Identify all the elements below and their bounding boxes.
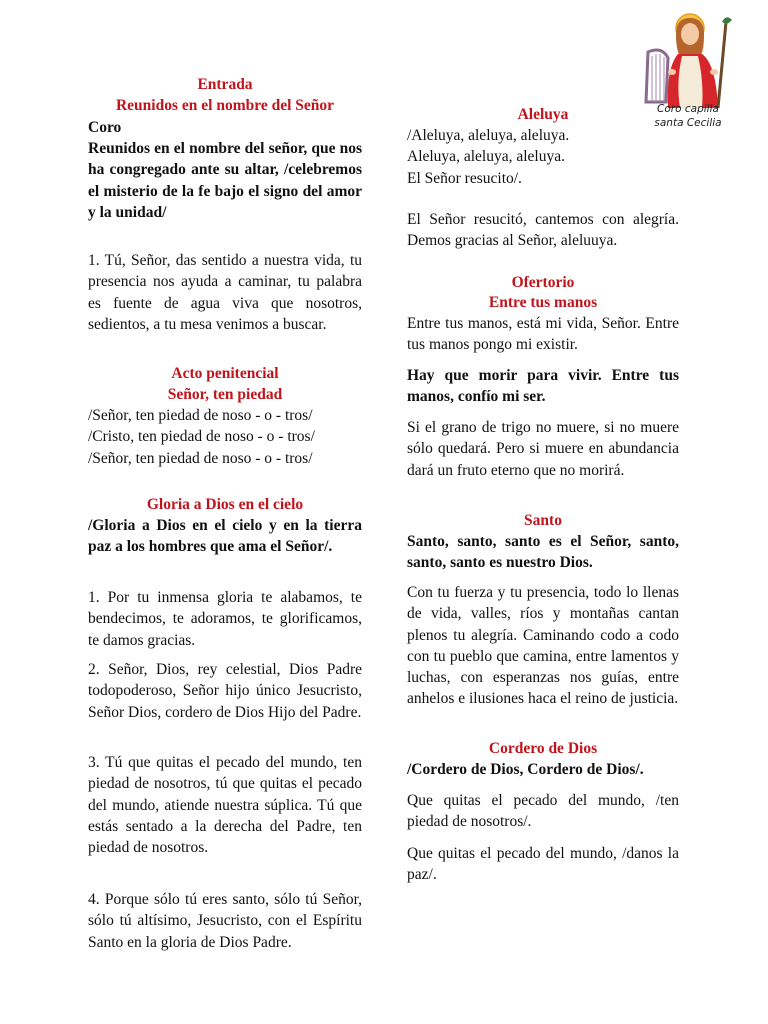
ofertorio-verse: Si el grano de trigo no muere, si no muere sólo quedará. Pero si muere en abundancia dará un fruto eterno que no morirá.	[407, 419, 679, 479]
aleluya-line: /Aleluya, aleluya, aleluya.	[407, 127, 570, 144]
gloria-title: Gloria a Dios en el cielo	[146, 496, 304, 513]
santo-title: Santo	[524, 512, 562, 529]
cordero-verse-2: Que quitas el pecado del mundo, /danos la paz/.	[407, 845, 679, 884]
coro-label: Coro	[88, 119, 122, 136]
santo-chorus: Santo, santo, santo es el Señor, santo, santo, santo es nuestro Dios.	[407, 533, 679, 572]
entrada-subtitle: Reunidos en el nombre del Señor	[115, 97, 335, 114]
acto-line: /Señor, ten piedad de noso - o - tros/	[88, 449, 313, 467]
entrada-coro-text: Reunidos en el nombre del señor, que nos ha congregado ante su altar, /celebremos el misterio de la fe bajo el signo del amor y la unidad/	[88, 140, 362, 221]
ofertorio-title: Ofertorio	[511, 274, 575, 291]
acto-lines	[88, 405, 362, 469]
aleluya-line: Aleluya, aleluya, aleluya.	[407, 148, 565, 166]
entrada-verse-1: 1. Tú, Señor, das sentido a nuestra vida, tu presencia nos ayuda a caminar, tu palabra es fuente de agua viva que nosotros, sedientos, a tu mesa venimos a buscar.	[88, 252, 362, 333]
choir-logo	[638, 12, 738, 137]
acto-line: /Señor, ten piedad de noso - o - tros/	[88, 407, 313, 424]
logo-caption-line1: Coro capilla	[657, 103, 719, 115]
acto-subtitle: Señor, ten piedad	[167, 386, 283, 403]
acto-title: Acto penitencial	[171, 365, 279, 382]
saint-cecilia-harp-icon	[638, 12, 738, 108]
logo-caption-line2: santa Cecilia	[654, 117, 722, 129]
santo-verse: Con tu fuerza y tu presencia, todo lo llenas de vida, valles, ríos y montañas cantan plenos tu alegría. Caminando codo a codo con tu pueblo que camina, entre lamentos y luchas, con esperanzas nos guías, entre anhelos e ilusiones haca el reino de justicia.	[407, 584, 679, 708]
gloria-chorus: /Gloria a Dios en el cielo y en la tierra paz a los hombres que ama el Señor/.	[88, 517, 362, 556]
cordero-verse-1: Que quitas el pecado del mundo, /ten piedad de nosotros/.	[407, 792, 679, 831]
aleluya-line: El Señor resucito/.	[407, 169, 522, 187]
cordero-title: Cordero de Dios	[488, 740, 598, 757]
ofertorio-intro: Entre tus manos, está mi vida, Señor. Entre tus manos pongo mi existir.	[407, 315, 679, 354]
acto-line: /Cristo, ten piedad de noso - o - tros/	[88, 428, 315, 446]
gloria-verse-3: 3. Tú que quitas el pecado del mundo, ten piedad de nosotros, tú que quitas el pecado del mundo, atiende nuestra súplica. Tú que estás sentado a la derecha del Padre, ten piedad de nosotros.	[88, 754, 362, 857]
gloria-verse-1: 1. Por tu inmensa gloria te alabamos, te bendecimos, te adoramos, te glorificamos, te damos gracias.	[88, 589, 362, 649]
gloria-verse-4: 4. Porque sólo tú eres santo, sólo tú Señor, sólo tú altísimo, Jesucristo, con el Espíritu Santo en la gloria de Dios Padre.	[88, 891, 362, 951]
entrada-title: Entrada	[197, 76, 253, 93]
aleluya-title: Aleluya	[517, 106, 569, 123]
ofertorio-chorus: Hay que morir para vivir. Entre tus manos, confío mi ser.	[407, 367, 679, 406]
aleluya-verse: El Señor resucitó, cantemos con alegría. Demos gracias al Señor, aleluuya.	[407, 211, 679, 250]
cordero-chorus: /Cordero de Dios, Cordero de Dios/.	[407, 761, 644, 778]
ofertorio-subtitle: Entre tus manos	[488, 294, 598, 311]
gloria-verse-2: 2. Señor, Dios, rey celestial, Dios Padre todopoderoso, Señor hijo único Jesucristo, Señor Dios, cordero de Dios Hijo del Padre.	[88, 661, 362, 721]
